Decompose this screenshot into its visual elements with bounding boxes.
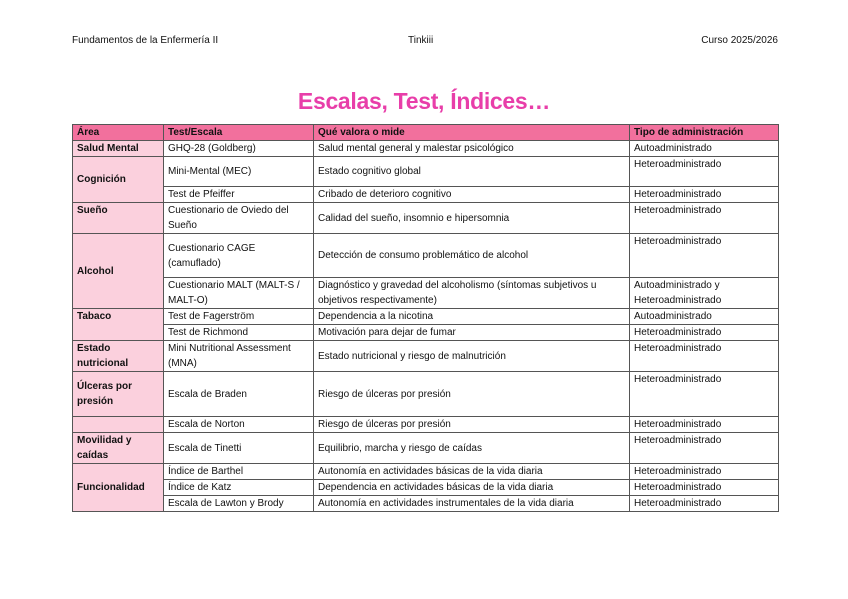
measure-cell: Autonomía en actividades instrumentales de la vida diaria xyxy=(314,496,630,512)
area-cell: Salud Mental xyxy=(73,141,164,157)
test-cell: Mini-Mental (MEC) xyxy=(164,157,314,187)
administration-cell: Heteroadministrado xyxy=(630,464,779,480)
administration-cell: Heteroadministrado xyxy=(630,480,779,496)
test-cell: Cuestionario de Oviedo del Sueño xyxy=(164,203,314,234)
test-cell: Test de Richmond xyxy=(164,325,314,341)
column-header-test: Test/Escala xyxy=(164,125,314,141)
measure-cell: Dependencia a la nicotina xyxy=(314,309,630,325)
test-cell: Índice de Katz xyxy=(164,480,314,496)
administration-cell: Heteroadministrado xyxy=(630,234,779,278)
measure-cell: Salud mental general y malestar psicológico xyxy=(314,141,630,157)
test-cell: Escala de Braden xyxy=(164,372,314,417)
table-row xyxy=(73,372,779,417)
table-row xyxy=(73,325,779,341)
area-cell: Sueño xyxy=(73,203,164,234)
table-row xyxy=(73,464,779,480)
table-row xyxy=(73,141,779,157)
measure-cell: Estado nutricional y riesgo de malnutrición xyxy=(314,341,630,372)
column-header-administration: Tipo de administración xyxy=(630,125,779,141)
area-cell: Movilidad y caídas xyxy=(73,433,164,464)
test-cell: Test de Fagerström xyxy=(164,309,314,325)
measure-cell: Dependencia en actividades básicas de la vida diaria xyxy=(314,480,630,496)
administration-cell: Autoadministrado y Heteroadministrado xyxy=(630,278,779,309)
table-row xyxy=(73,187,779,203)
table-header-row xyxy=(73,125,779,141)
table-row xyxy=(73,203,779,234)
administration-cell: Autoadministrado xyxy=(630,141,779,157)
page-title: Escalas, Test, Índices… xyxy=(297,88,551,114)
administration-cell: Heteroadministrado xyxy=(630,187,779,203)
test-cell: Test de Pfeiffer xyxy=(164,187,314,203)
test-cell: Mini Nutritional Assessment (MNA) xyxy=(164,341,314,372)
test-cell: Escala de Lawton y Brody xyxy=(164,496,314,512)
table-row xyxy=(73,157,779,187)
table-row xyxy=(73,309,779,325)
header-course-name: Fundamentos de la Enfermería II xyxy=(72,35,219,46)
administration-cell: Heteroadministrado xyxy=(630,496,779,512)
test-cell: Cuestionario CAGE (camuflado) xyxy=(164,234,314,278)
header-course-year: Curso 2025/2026 xyxy=(701,35,778,46)
measure-cell: Riesgo de úlceras por presión xyxy=(314,417,630,433)
test-cell: Escala de Tinetti xyxy=(164,433,314,464)
column-header-area: Área xyxy=(73,125,164,141)
measure-cell: Detección de consumo problemático de alcohol xyxy=(314,234,630,278)
measure-cell: Riesgo de úlceras por presión xyxy=(314,372,630,417)
administration-cell: Heteroadministrado xyxy=(630,372,779,417)
area-cell: Alcohol xyxy=(73,234,164,309)
test-cell: Índice de Barthel xyxy=(164,464,314,480)
table-row xyxy=(73,496,779,512)
administration-cell: Heteroadministrado xyxy=(630,157,779,187)
area-cell: Estado nutricional xyxy=(73,341,164,372)
header-author: Tinkiii xyxy=(408,35,434,46)
measure-cell: Estado cognitivo global xyxy=(314,157,630,187)
area-cell xyxy=(73,417,164,433)
scales-table xyxy=(72,124,779,512)
measure-cell: Equilibrio, marcha y riesgo de caídas xyxy=(314,433,630,464)
measure-cell: Diagnóstico y gravedad del alcoholismo (síntomas subjetivos u objetivos respectivamente) xyxy=(314,278,630,309)
administration-cell: Heteroadministrado xyxy=(630,341,779,372)
page-header xyxy=(72,35,778,49)
table-row xyxy=(73,433,779,464)
administration-cell: Heteroadministrado xyxy=(630,325,779,341)
table-row xyxy=(73,417,779,433)
table-row xyxy=(73,278,779,309)
administration-cell: Heteroadministrado xyxy=(630,203,779,234)
administration-cell: Heteroadministrado xyxy=(630,417,779,433)
area-cell: Funcionalidad xyxy=(73,464,164,512)
measure-cell: Cribado de deterioro cognitivo xyxy=(314,187,630,203)
test-cell: Cuestionario MALT (MALT-S / MALT-O) xyxy=(164,278,314,309)
administration-cell: Autoadministrado xyxy=(630,309,779,325)
administration-cell: Heteroadministrado xyxy=(630,433,779,464)
measure-cell: Motivación para dejar de fumar xyxy=(314,325,630,341)
measure-cell: Autonomía en actividades básicas de la vida diaria xyxy=(314,464,630,480)
table-row xyxy=(73,341,779,372)
measure-cell: Calidad del sueño, insomnio e hipersomnia xyxy=(314,203,630,234)
area-cell: Tabaco xyxy=(73,309,164,341)
column-header-measure: Qué valora o mide xyxy=(314,125,630,141)
test-cell: Escala de Norton xyxy=(164,417,314,433)
area-cell: Úlceras por presión xyxy=(73,372,164,417)
table-row xyxy=(73,480,779,496)
table-row xyxy=(73,234,779,278)
test-cell: GHQ-28 (Goldberg) xyxy=(164,141,314,157)
area-cell: Cognición xyxy=(73,157,164,203)
